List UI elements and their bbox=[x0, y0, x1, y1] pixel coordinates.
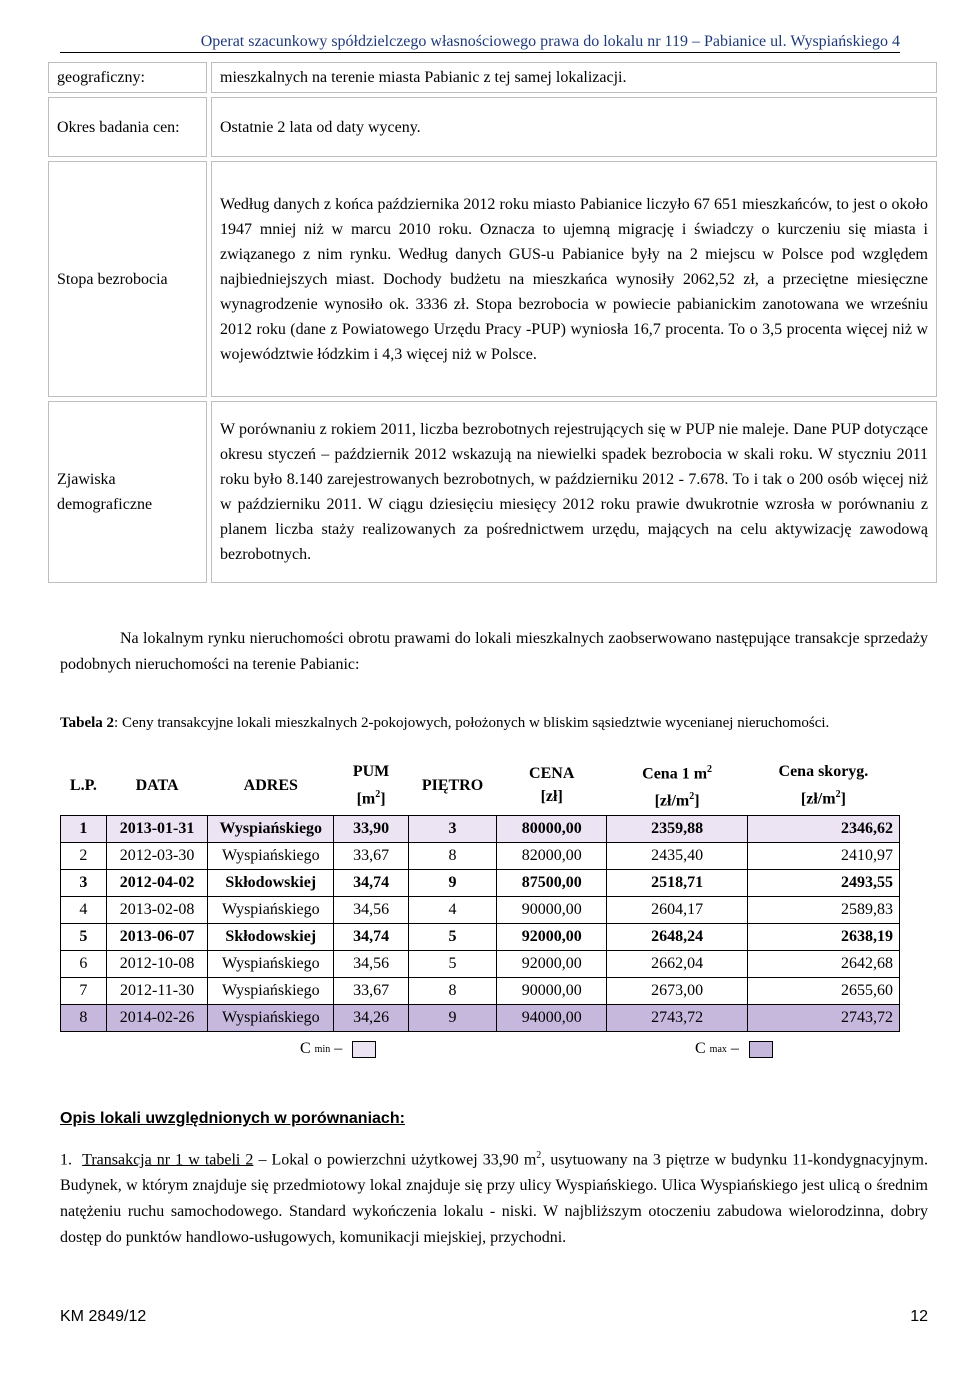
legend-max-dash: – bbox=[730, 1040, 739, 1057]
col-pum bbox=[334, 756, 409, 815]
cell-cena1: 2648,24 bbox=[607, 923, 747, 950]
description-sup: 2 bbox=[536, 1150, 542, 1161]
info-row bbox=[48, 97, 937, 157]
unit-close: ] bbox=[840, 790, 846, 808]
col-data: DATA bbox=[135, 776, 179, 794]
caption-label: Tabela 2 bbox=[60, 715, 115, 731]
cell-cenak: 2493,55 bbox=[747, 869, 899, 896]
col-cena-title: CENA bbox=[529, 765, 575, 783]
cell-cena1: 2604,17 bbox=[607, 896, 747, 923]
cell-cena: 94000,00 bbox=[497, 1004, 607, 1031]
table-caption bbox=[60, 712, 928, 734]
col-pum-unit bbox=[338, 783, 405, 810]
cell-pum: 33,67 bbox=[334, 977, 409, 1004]
cell-cena: 90000,00 bbox=[497, 977, 607, 1004]
cell-lp: 3 bbox=[61, 869, 107, 896]
legend-min-swatch bbox=[352, 1041, 376, 1058]
legend-min-dash: – bbox=[334, 1040, 343, 1057]
cell-pietro: 9 bbox=[408, 1004, 496, 1031]
unit-sup: 2 bbox=[689, 791, 695, 803]
cell-pum: 34,56 bbox=[334, 950, 409, 977]
info-value: mieszkalnych na terenie miasta Pabianic z tej samej lokalizacji. bbox=[211, 62, 937, 93]
col-cenak bbox=[747, 756, 899, 815]
table-row bbox=[61, 842, 900, 869]
col-lp: L.P. bbox=[69, 776, 97, 794]
col-adres: ADRES bbox=[243, 776, 298, 794]
cell-data: 2013-06-07 bbox=[106, 923, 208, 950]
cell-cena1: 2518,71 bbox=[607, 869, 747, 896]
cell-lp: 5 bbox=[61, 923, 107, 950]
description-number: 1. bbox=[60, 1151, 72, 1169]
cell-pietro: 3 bbox=[408, 815, 496, 842]
transactions-table bbox=[60, 756, 900, 1032]
table-row bbox=[61, 896, 900, 923]
intro-paragraph: Na lokalnym rynku nieruchomości obrotu prawami do lokali mieszkalnych zaobserwowano następujące transakcje sprzedaży podobnych nieruchomości na terenie Pabianic: bbox=[60, 630, 928, 673]
cell-adres: Wyspiańskiego bbox=[208, 896, 334, 923]
description-link: Transakcja nr 1 w tabeli 2 bbox=[82, 1151, 254, 1169]
cell-data: 2014-02-26 bbox=[106, 1004, 208, 1031]
cell-adres: Wyspiańskiego bbox=[208, 950, 334, 977]
info-label: Stopa bezrobocia bbox=[48, 161, 207, 397]
legend-min-c: C bbox=[300, 1040, 311, 1057]
info-row bbox=[48, 62, 937, 93]
info-label: geograficzny: bbox=[48, 62, 207, 93]
cell-cenak: 2410,97 bbox=[747, 842, 899, 869]
cell-cena1: 2743,72 bbox=[607, 1004, 747, 1031]
unit-close: ] bbox=[694, 792, 700, 810]
cell-cena1: 2435,40 bbox=[607, 842, 747, 869]
unit-sup: 2 bbox=[375, 789, 381, 801]
title-sup: 2 bbox=[707, 764, 713, 775]
cell-pietro: 5 bbox=[408, 950, 496, 977]
col-cena1-title bbox=[611, 758, 743, 785]
footer-page-number: 12 bbox=[910, 1308, 928, 1325]
cell-lp: 4 bbox=[61, 896, 107, 923]
cell-pum: 34,26 bbox=[334, 1004, 409, 1031]
col-cena bbox=[497, 756, 607, 815]
table-row bbox=[61, 815, 900, 842]
cell-data: 2012-11-30 bbox=[106, 977, 208, 1004]
cell-lp: 8 bbox=[61, 1004, 107, 1031]
cell-cena: 87500,00 bbox=[497, 869, 607, 896]
cell-pum: 33,90 bbox=[334, 815, 409, 842]
cell-adres: Wyspiańskiego bbox=[208, 815, 334, 842]
unit-sup: 2 bbox=[835, 789, 841, 801]
cell-pietro: 9 bbox=[408, 869, 496, 896]
info-value: Ostatnie 2 lata od daty wyceny. bbox=[211, 97, 937, 157]
legend-max bbox=[695, 1040, 773, 1058]
cell-pum: 34,74 bbox=[334, 923, 409, 950]
table-header-row bbox=[61, 756, 900, 815]
footer-doc-id: KM 2849/12 bbox=[60, 1308, 147, 1325]
cell-cenak: 2638,19 bbox=[747, 923, 899, 950]
legend-max-sub: max bbox=[709, 1043, 727, 1055]
description-text-a: – Lokal o powierzchni użytkowej 33,90 m bbox=[253, 1151, 537, 1169]
cell-adres: Skłodowskiej bbox=[208, 869, 334, 896]
cell-cena: 82000,00 bbox=[497, 842, 607, 869]
col-cena-unit: [zł] bbox=[540, 788, 563, 806]
cell-pum: 34,74 bbox=[334, 869, 409, 896]
cell-data: 2012-10-08 bbox=[106, 950, 208, 977]
unit-text: [zł/m bbox=[800, 790, 836, 808]
cell-cena1: 2673,00 bbox=[607, 977, 747, 1004]
unit-text: [m bbox=[356, 790, 376, 808]
page-footer bbox=[60, 1308, 928, 1326]
table-row bbox=[61, 923, 900, 950]
description-paragraph bbox=[60, 1143, 928, 1251]
cell-lp: 1 bbox=[61, 815, 107, 842]
cell-pum: 33,67 bbox=[334, 842, 409, 869]
cell-cena: 80000,00 bbox=[497, 815, 607, 842]
cell-cenak: 2346,62 bbox=[747, 815, 899, 842]
cell-pum: 34,56 bbox=[334, 896, 409, 923]
cell-lp: 2 bbox=[61, 842, 107, 869]
cell-cenak: 2642,68 bbox=[747, 950, 899, 977]
cell-pietro: 8 bbox=[408, 977, 496, 1004]
info-row bbox=[48, 401, 937, 583]
col-cenak-title: Cena skoryg. bbox=[778, 763, 869, 781]
cell-data: 2012-04-02 bbox=[106, 869, 208, 896]
cell-data: 2012-03-30 bbox=[106, 842, 208, 869]
info-table bbox=[44, 58, 941, 587]
table-row bbox=[61, 869, 900, 896]
cell-pietro: 8 bbox=[408, 842, 496, 869]
cell-cena: 90000,00 bbox=[497, 896, 607, 923]
col-cena1-unit bbox=[611, 785, 743, 812]
description-text-b: , usytuowany na 3 piętrze w budynku 11-kondygnacyjnym. Budynek, w którym znajduje się przedmiotowy lokal znajduje się przy ulicy Wyspiańskiego. Ulica Wyspiańskiego jest ulicą o średnim natężeniu ruchu samochodowego. Standard wykończenia lokalu - niski. W najbliższym otoczeniu zabudowa wielorodzinna, dobry dostęp do punktów handlowo-usługowych, komunikacji miejskiej, przychodni. bbox=[60, 1151, 929, 1247]
col-cenak-unit bbox=[751, 783, 895, 810]
page-header bbox=[60, 33, 900, 53]
info-value: W porównaniu z rokiem 2011, liczba bezrobotnych rejestrujących się w PUP nie maleje. Dane PUP dotyczące okresu styczeń – październik 2012 wskazują na niewielki spadek bezrobocia w skali roku. W styczniu 2011 roku było 8.140 zarejestrowanych bezrobotnych, w październiku 2012 - 7.678. To i tak o 200 osób więcej niż w październiku 2011. W ciągu dziesięciu miesięcy 2012 roku prawie dwukrotnie wzrosła w porównaniu z planem liczba staży realizowanych za pośrednictwem urzędu, mających na celu aktywizację zawodową bezrobotnych. bbox=[211, 401, 937, 583]
cell-cena1: 2359,88 bbox=[607, 815, 747, 842]
info-value: Według danych z końca października 2012 roku miasto Pabianice liczyło 67 651 mieszkańców, to jest o około 1947 mniej niż w marcu 2010 roku. Oznacza to ujemną migrację i świadczy o kurczeniu się miasta i związanego z nim rynku. Według danych GUS-u Pabianice były na 2 miejscu w Polsce pod względem najbiedniejszych miast. Dochody budżetu na mieszkańca wynosiły 2062,52 zł, a przeciętne miesięczne wynagrodzenie wynosiło ok. 3336 zł. Stopa bezrobocia w powiecie pabianickim zanotowana we wrześniu 2012 roku (dane z Powiatowego Urzędu Pracy -PUP) wyniosła 16,7 procenta. To o 3,5 procenta więcej niż w województwie łódzkim i 4,3 więcej niż w Polsce. bbox=[211, 161, 937, 397]
title-text: Cena 1 m bbox=[642, 765, 708, 783]
cell-adres: Wyspiańskiego bbox=[208, 1004, 334, 1031]
col-pietro: PIĘTRO bbox=[421, 776, 484, 794]
legend-min-sub: min bbox=[314, 1043, 331, 1055]
info-row bbox=[48, 161, 937, 397]
table-row bbox=[61, 950, 900, 977]
caption-text: : Ceny transakcyjne lokali mieszkalnych 2-pokojowych, położonych w bliskim sąsiedztwie wycenianej nieruchomości. bbox=[114, 715, 830, 731]
cell-adres: Wyspiańskiego bbox=[208, 842, 334, 869]
section-title: Opis lokali uwzględnionych w porównaniach: bbox=[60, 1110, 405, 1127]
unit-close: ] bbox=[380, 790, 386, 808]
cell-cenak: 2743,72 bbox=[747, 1004, 899, 1031]
cell-cenak: 2655,60 bbox=[747, 977, 899, 1004]
col-pum-title: PUM bbox=[352, 763, 390, 781]
legend-min bbox=[300, 1040, 376, 1058]
unit-text: [zł/m bbox=[654, 792, 690, 810]
cell-data: 2013-02-08 bbox=[106, 896, 208, 923]
cell-lp: 7 bbox=[61, 977, 107, 1004]
table-row bbox=[61, 977, 900, 1004]
cell-adres: Skłodowskiej bbox=[208, 923, 334, 950]
cell-cenak: 2589,83 bbox=[747, 896, 899, 923]
info-label: Zjawiska demograficzne bbox=[48, 401, 207, 583]
cell-data: 2013-01-31 bbox=[106, 815, 208, 842]
cell-pietro: 5 bbox=[408, 923, 496, 950]
info-label: Okres badania cen: bbox=[48, 97, 207, 157]
legend-max-c: C bbox=[695, 1040, 706, 1057]
table-row bbox=[61, 1004, 900, 1031]
cell-pietro: 4 bbox=[408, 896, 496, 923]
col-cena1 bbox=[607, 756, 747, 815]
cell-cena: 92000,00 bbox=[497, 923, 607, 950]
header-title: Operat szacunkowy spółdzielczego własnościowego prawa do lokalu nr 119 – Pabianice ul. Wyspiańskiego 4 bbox=[200, 33, 900, 50]
cell-lp: 6 bbox=[61, 950, 107, 977]
cell-adres: Wyspiańskiego bbox=[208, 977, 334, 1004]
cell-cena: 92000,00 bbox=[497, 950, 607, 977]
legend-max-swatch bbox=[749, 1041, 773, 1058]
cell-cena1: 2662,04 bbox=[607, 950, 747, 977]
